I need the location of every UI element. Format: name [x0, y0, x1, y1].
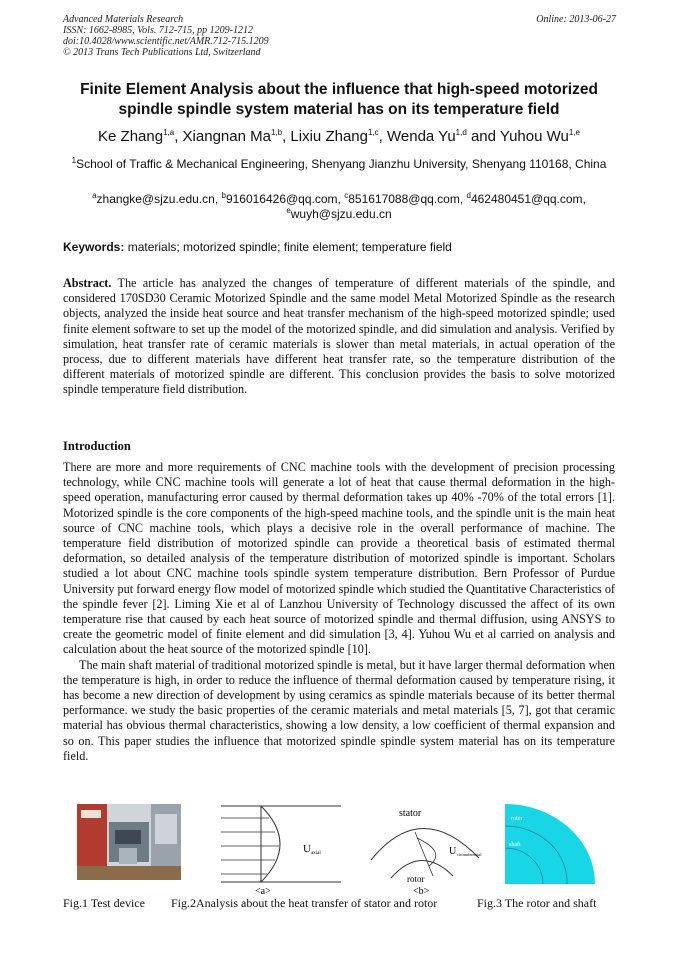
paragraph: The main shaft material of traditional motorized spindle is metal, but it have larger thermal deformation when the temperature is high, in order to reduce the influence of thermal deformation caused by temperature rising, it has become a new direction of development by using ceramics as spindle materials because of its better thermal performance. we study the basic properties of the ceramic materials and metal materials [5, 7], got that ceramic material has obvious thermal characteristics, showing a low density, a low coefficient of thermal expansion and so on. This paper studies the influence that motorized spindle spindle system material has on its temperature field. [63, 657, 615, 763]
paragraph: There are more and more requirements of CNC machine tools with the development of precision processing technology, while CNC machine tools will generate a lot of heat that cause thermal deformation in the high-speed operation, manufacturing error caused by thermal deformation takes up 40% -70% of the total errors [1]. Motorized spindle is the core components of the high-speed machine tools, and the spindle unit is the main heat source of CNC machine tools, which plays a decisive role in the overall performance of machine. The temperature field distribution of motorized spindle can provide a theoretical basis of estimated thermal deformation, so detailed analysis of the temperature distribution of motorized spindle is important. Scholars studied a lot about CNC machine tools spindle system temperature distribution. Bern Professor of Purdue University put forward energy flow model of motorized spindle which studied the Quantitative Characteristics of the spindle fever [2]. Liming Xie et al of Lanzhou University of Technology discussed the affect of its own temperature rise that caused by each heat source of motorized spindle and thermal diffusion, using ANSYS to create the geometric model of finite element and did simulation [3, 4]. Yuhou Wu et al carried on analysis and calculation about the heat source of the motorized spindle [10]. [63, 460, 615, 657]
keywords-text: materials; motorized spindle; finite element; temperature field [124, 240, 452, 254]
affiliation-text: School of Traffic & Mechanical Engineering, Shenyang Jianzhu University, Shenyang 110168, China [76, 157, 607, 171]
rotor-label: rotor [407, 874, 425, 884]
panel-a-label: <a> [255, 886, 271, 894]
email-list: $^a$zhangke@sjzu.edu.cn, $^b$916016426@qq.com, $^c$851617088@qq.com, $^d$462480451@qq.com, $^e$wuyh@sjzu.edu.cn [92, 191, 586, 221]
affiliation-sup: 1 [71, 156, 77, 165]
email-address[interactable]: wuyh@sjzu.edu.cn [290, 207, 392, 221]
email-sup: e [286, 206, 291, 215]
velocity-arrows [221, 818, 279, 874]
keywords-label: Keywords: [63, 240, 125, 254]
author-name: Yuhou Wu [499, 128, 569, 145]
author-name: Ke Zhang [98, 128, 164, 145]
circ-profile [417, 838, 436, 866]
panel-b-label: <b> [413, 886, 430, 894]
online-date: Online: 2013-06-27 [536, 14, 616, 25]
introduction-body [63, 460, 615, 764]
journal-doi: doi:10.4028/www.scientific.net/AMR.712-715.1209 [63, 36, 269, 47]
author-name: Wenda Yu [387, 128, 456, 145]
author-affil-sup: 1,e [568, 128, 580, 137]
shaft-region-label: shaft [509, 842, 521, 848]
email-sup: b [221, 191, 226, 200]
email-address[interactable]: zhangke@sjzu.edu.cn [96, 192, 215, 206]
u-axial-subscript: axial [311, 851, 321, 856]
author-and: and [466, 128, 500, 145]
email-sup: d [466, 191, 471, 200]
email-address[interactable]: 916016426@qq.com [225, 192, 338, 206]
journal-header [63, 14, 269, 58]
paper-title: Finite Element Analysis about the influence that high-speed motorized spindle spindle system material has on its temperature field [80, 81, 598, 118]
circumferential-flow-panel [371, 808, 482, 894]
journal-copyright: © 2013 Trans Tech Publications Ltd, Switzerland [63, 47, 261, 58]
email-sup: c [344, 191, 349, 200]
u-circ-subscript: circumferential [457, 852, 482, 857]
author-affil-sup: 1,a [163, 128, 175, 137]
heat-transfer-diagram [221, 798, 511, 894]
author-separator: , [282, 128, 291, 145]
author-name: Lixiu Zhang [290, 128, 368, 145]
rotor-region-label: rotor [511, 816, 523, 822]
fig3-caption: Fig.3 The rotor and shaft [477, 896, 597, 910]
email-sup: a [92, 191, 97, 200]
abstract [63, 276, 615, 398]
test-device-illustration [77, 804, 181, 880]
journal-name: Advanced Materials Research [63, 14, 184, 25]
author-name: Xiangnan Ma [182, 128, 271, 145]
affiliation [60, 156, 618, 172]
fig1-caption: Fig.1 Test device [63, 896, 145, 910]
section-heading-introduction: Introduction [63, 439, 131, 453]
keywords [63, 240, 615, 254]
abstract-label: Abstract. [63, 276, 112, 290]
author-affil-sup: 1,c [367, 128, 379, 137]
stator-label: stator [399, 808, 422, 819]
axial-flow-panel [221, 806, 341, 894]
author-list [60, 128, 618, 145]
journal-issn: ISSN: 1662-8985, Vols. 712-715, pp 1209-1212 [63, 25, 253, 36]
u-circ-label: U [449, 846, 457, 857]
email-address[interactable]: 851617088@qq.com [348, 192, 460, 206]
test-device-photo [77, 804, 181, 880]
author-affil-sup: 1,d [455, 128, 467, 137]
rotor-shaft-model [505, 804, 601, 888]
abstract-text: The article has analyzed the changes of temperature of different materials of the spindle, and considered 170SD30 Ceramic Motorized Spindle and the same model Metal Motorized Spindle as the research objects, analyzed the inside heat source and heat transfer mechanism of the high-speed motorized spindle; used finite element software to set up the model of the motorized spindle, and did simulation and analysis. Verified by simulation, heat transfer rate of ceramic materials is slower than metal materials, in actual operation of the process, due to different materials have different heat transfer rate, so the temperature distribution of the different materials of motorized spindle are different. This conclusion provides the basis to solve motorized spindle temperature field distribution. [63, 276, 615, 397]
u-axial-label: U [303, 843, 311, 855]
author-separator: , [174, 128, 183, 145]
author-affil-sup: 1,b [270, 128, 283, 137]
author-separator: , [378, 128, 387, 145]
velocity-profile [261, 806, 280, 882]
fig2-caption: Fig.2Analysis about the heat transfer of stator and rotor [171, 896, 438, 910]
email-address[interactable]: 462480451@qq.com [470, 192, 583, 206]
